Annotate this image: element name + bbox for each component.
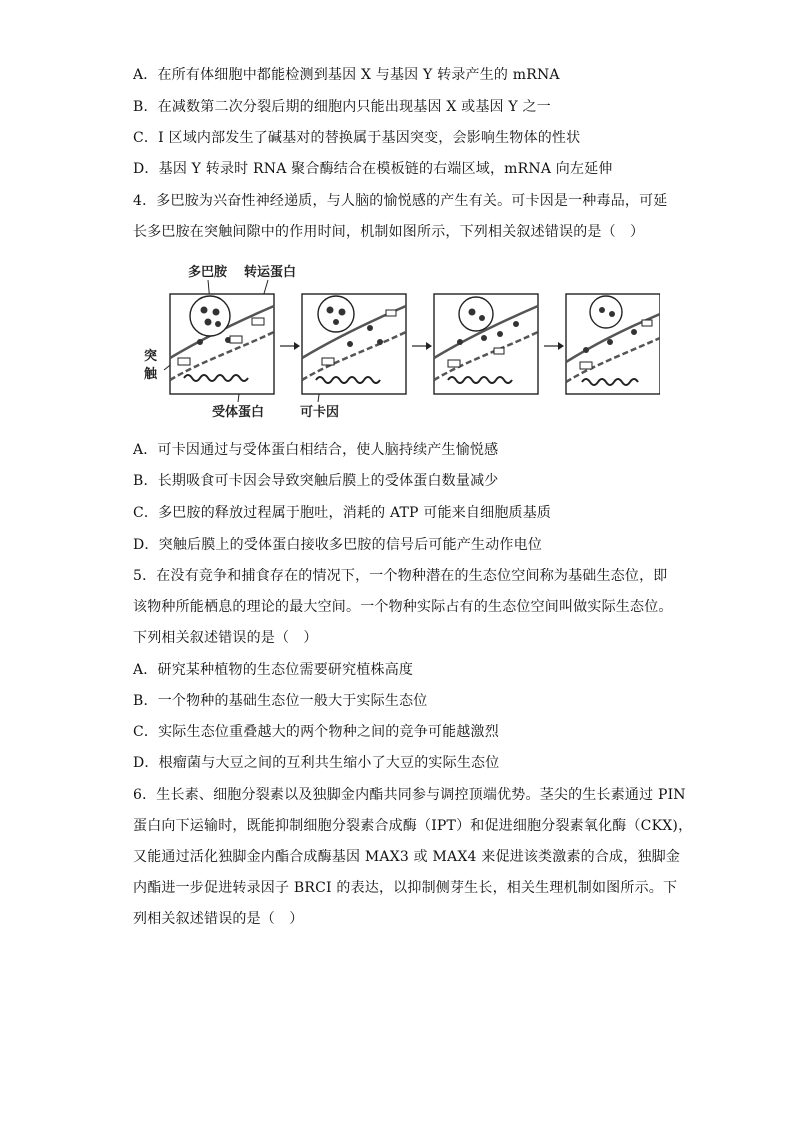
label-cocaine: 可卡因	[300, 405, 340, 420]
q5-stem-line-3: 下列相关叙述错误的是（ ）	[133, 630, 318, 646]
q5-option-b: B．一个物种的基础生态位一般大于实际生态位	[133, 693, 428, 709]
q3-option-d: D．基因 Y 转录时 RNA 聚合酶结合在模板链的右端区域，mRNA 向左延伸	[133, 161, 613, 177]
q5-option-d: D．根瘤菌与大豆之间的互利共生缩小了大豆的实际生态位	[133, 755, 500, 771]
q5-option-a: A．研究某种植物的生态位需要研究植株高度	[133, 662, 414, 678]
q4-option-d: D．突触后膜上的受体蛋白接收多巴胺的信号后可能产生动作电位	[133, 537, 543, 553]
q6-stem-line-1: 6．生长素、细胞分裂素以及独脚金内酯共同参与调控顶端优势。茎尖的生长素通过 PIN	[133, 787, 686, 803]
q3-option-a: A．在所有体细胞中都能检测到基因 X 与基因 Y 转录产生的 mRNA	[133, 67, 560, 83]
panel-2	[302, 294, 406, 394]
q5-stem-line-1: 5．在没有竞争和捕食存在的情况下，一个物种潜在的生态位空间称为基础生态位，即	[133, 568, 668, 584]
q6-stem-line-2: 蛋白向下运输时，既能抑制细胞分裂素合成酶（IPT）和促进细胞分裂素氧化酶（CKX)，	[133, 818, 693, 834]
q6-stem-line-3: 又能通过活化独脚金内酯合成酶基因 MAX3 或 MAX4 来促进该类激素的合成，独脚金	[133, 849, 681, 865]
q4-stem-line-1: 4．多巴胺为兴奋性神经递质，与人脑的愉悦感的产生有关。可卡因是一种毒品，可延	[133, 193, 668, 209]
label-synapse-top: 突	[144, 349, 158, 364]
synapse-diagram-svg	[140, 262, 660, 430]
q6-stem-line-5: 列相关叙述错误的是（ ）	[133, 911, 304, 927]
q4-option-a: A．可卡因通过与受体蛋白相结合，使人脑持续产生愉悦感	[133, 442, 499, 458]
label-transporter: 转运蛋白	[244, 265, 297, 280]
q5-option-c: C．实际生态位重叠越大的两个物种之间的竞争可能越激烈	[133, 724, 499, 740]
label-dopamine: 多巴胺	[188, 265, 228, 280]
q5-stem-line-2: 该物种所能栖息的理论的最大空间。一个物种实际占有的生态位空间叫做实际生态位。	[133, 599, 673, 615]
q4-option-b: B．长期吸食可卡因会导致突触后膜上的受体蛋白数量减少	[133, 473, 499, 489]
label-synapse-bottom: 触	[144, 367, 158, 382]
q6-stem-line-4: 内酯进一步促进转录因子 BRCI 的表达，以抑制侧芽生长，相关生理机制如图所示。下	[133, 880, 678, 896]
q4-stem-line-2: 长多巴胺在突触间隙中的作用时间，机制如图所示，下列相关叙述错误的是（ ）	[133, 224, 645, 240]
panel-3	[434, 294, 538, 394]
panel-1	[170, 294, 274, 394]
panel-4	[566, 294, 660, 394]
q3-option-c: C．I 区域内部发生了碱基对的替换属于基因突变，会影响生物体的性状	[133, 130, 581, 146]
q3-option-b: B．在减数第二次分裂后期的细胞内只能出现基因 X 或基因 Y 之一	[133, 99, 551, 115]
label-receptor: 受体蛋白	[212, 405, 265, 420]
q4-option-c: C．多巴胺的释放过程属于胞吐，消耗的 ATP 可能来自细胞质基质	[133, 505, 552, 521]
synapse-diagram	[140, 262, 660, 430]
